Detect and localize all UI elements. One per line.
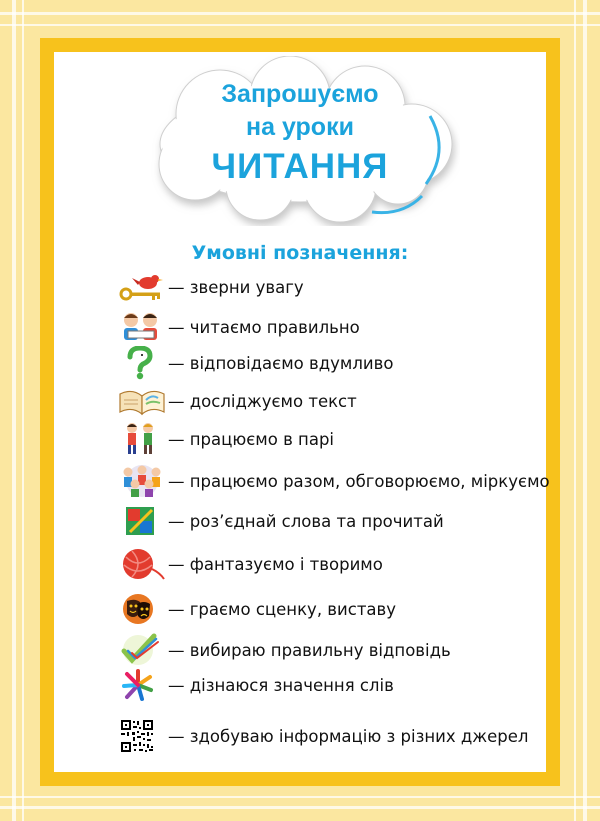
legend-item-label: — дізнаюся значення слів [168,675,394,695]
colorful-star-icon [118,668,166,702]
legend-item [118,668,394,702]
legend-item-label: — фантазуємо і творимо [168,554,383,574]
legend-item-label: — зверни увагу [168,277,304,297]
legend-item [118,310,360,344]
legend-item-label: — відповідаємо вдумливо [168,353,394,373]
legend-item [118,346,393,380]
split-squares-icon [118,504,166,538]
legend-item-label: — досліджуємо текст [168,391,357,411]
title-line-1: Запрошуємо [221,80,379,108]
legend-item-label: — роз’єднай слова та прочитай [168,511,444,531]
title-line-3: ЧИТАННЯ [211,147,389,186]
legend-item [118,592,396,626]
pair-of-children-icon [118,422,166,456]
group-of-children-icon [118,464,166,498]
children-reading-icon [118,310,166,344]
legend-item-label: — здобуваю інформацію з різних джерел [168,726,529,746]
legend-item [118,719,528,753]
yarn-ball-icon [118,547,166,581]
legend-title: Умовні позначення: [191,242,409,264]
legend-item-label: — граємо сценку, виставу [168,599,397,619]
legend-item-label: — читаємо правильно [168,317,360,337]
legend-item [118,422,334,456]
check-mark-icon [118,633,166,667]
background-stripe [12,0,16,821]
legend-item-label: — працюємо в парі [168,429,335,449]
background-stripe [0,796,600,798]
title-cloud [140,56,460,226]
legend-item-label: — працюємо разом, обговорюємо, міркуємо [168,471,550,491]
background-stripe [0,12,600,15]
qr-code-icon [118,719,166,753]
open-book-icon [118,384,166,418]
legend-item [118,384,357,418]
question-mark-icon [118,346,166,380]
title-line-2: на уроки [246,113,354,141]
background-stripe [583,0,587,821]
theatre-masks-icon [118,592,166,626]
legend-item [118,464,550,498]
legend-item [118,633,451,667]
background-stripe [22,0,24,821]
bird-on-key-icon [118,270,166,304]
legend-item [118,504,444,538]
background-stripe [574,0,576,821]
legend-item [118,547,383,581]
background-stripe [0,24,600,26]
legend-item-label: — вибираю правильну відповідь [168,640,451,660]
legend-item [118,270,304,304]
background-stripe [0,806,600,809]
